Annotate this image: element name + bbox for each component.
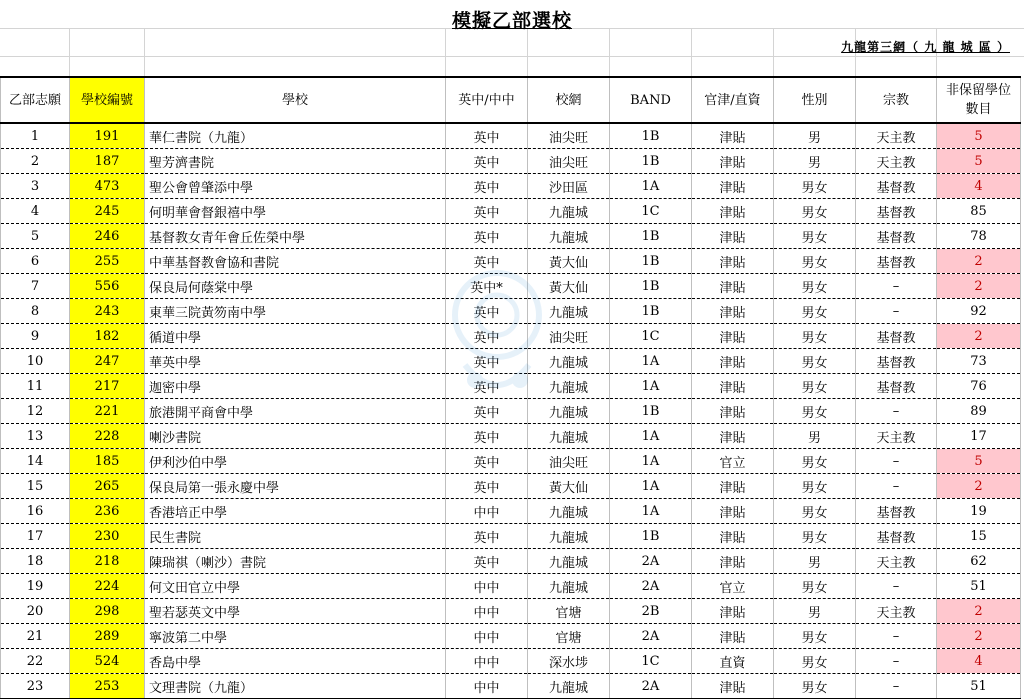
band-cell: 1B — [610, 249, 692, 274]
school-name-cell: 喇沙書院 — [145, 424, 446, 449]
rank-cell: 23 — [1, 674, 70, 699]
table-row — [1, 599, 1021, 624]
code-cell: 245 — [70, 199, 145, 224]
table-row — [1, 424, 1021, 449]
header-rank: 乙部志願 — [1, 77, 70, 123]
band-cell: 1B — [610, 123, 692, 149]
medium-cell: 中中 — [446, 599, 528, 624]
places-cell: 17 — [937, 424, 1021, 449]
table-row — [1, 149, 1021, 174]
net-cell: 深水埗 — [528, 649, 610, 674]
rank-cell: 8 — [1, 299, 70, 324]
table-row — [1, 649, 1021, 674]
medium-cell: 英中 — [446, 424, 528, 449]
code-cell: 289 — [70, 624, 145, 649]
code-cell: 191 — [70, 123, 145, 149]
code-cell: 185 — [70, 449, 145, 474]
gender-cell: 男 — [774, 424, 856, 449]
school-name-cell: 華仁書院（九龍） — [145, 123, 446, 149]
gender-cell: 男女 — [774, 449, 856, 474]
code-cell: 524 — [70, 649, 145, 674]
header-religion: 宗教 — [856, 77, 937, 123]
religion-cell: 天主教 — [856, 549, 937, 574]
table-row — [1, 449, 1021, 474]
net-cell: 油尖旺 — [528, 449, 610, 474]
places-cell: 2 — [937, 249, 1021, 274]
gender-cell: 男女 — [774, 224, 856, 249]
net-cell: 九龍城 — [528, 374, 610, 399]
code-cell: 556 — [70, 274, 145, 299]
rank-cell: 22 — [1, 649, 70, 674]
rank-cell: 2 — [1, 149, 70, 174]
gender-cell: 男女 — [774, 624, 856, 649]
type-cell: 津貼 — [692, 199, 774, 224]
header-code: 學校編號 — [70, 77, 145, 123]
table-row — [1, 574, 1021, 599]
table-row — [1, 123, 1021, 149]
table-row — [1, 174, 1021, 199]
places-cell: 51 — [937, 674, 1021, 699]
religion-cell: 基督教 — [856, 324, 937, 349]
net-cell: 九龍城 — [528, 524, 610, 549]
type-cell: 津貼 — [692, 123, 774, 149]
medium-cell: 英中* — [446, 274, 528, 299]
medium-cell: 英中 — [446, 474, 528, 499]
rank-cell: 4 — [1, 199, 70, 224]
header-school: 學校 — [145, 77, 446, 123]
gender-cell: 男女 — [774, 499, 856, 524]
gender-cell: 男女 — [774, 324, 856, 349]
net-cell: 黃大仙 — [528, 274, 610, 299]
gender-cell: 男女 — [774, 399, 856, 424]
band-cell: 1C — [610, 324, 692, 349]
gender-cell: 男 — [774, 123, 856, 149]
places-cell: 2 — [937, 324, 1021, 349]
type-cell: 津貼 — [692, 174, 774, 199]
medium-cell: 中中 — [446, 574, 528, 599]
gender-cell: 男女 — [774, 674, 856, 699]
net-cell: 黃大仙 — [528, 249, 610, 274]
code-cell: 298 — [70, 599, 145, 624]
school-name-cell: 民生書院 — [145, 524, 446, 549]
religion-cell: 天主教 — [856, 149, 937, 174]
places-cell: 78 — [937, 224, 1021, 249]
band-cell: 1B — [610, 399, 692, 424]
medium-cell: 英中 — [446, 224, 528, 249]
band-cell: 2A — [610, 549, 692, 574]
school-name-cell: 香港培正中學 — [145, 499, 446, 524]
religion-cell: 天主教 — [856, 599, 937, 624]
table-row — [1, 324, 1021, 349]
type-cell: 津貼 — [692, 624, 774, 649]
band-cell: 1A — [610, 349, 692, 374]
medium-cell: 英中 — [446, 299, 528, 324]
gender-cell: 男 — [774, 549, 856, 574]
places-cell: 15 — [937, 524, 1021, 549]
gender-cell: 男女 — [774, 474, 856, 499]
school-name-cell: 聖若瑟英文中學 — [145, 599, 446, 624]
type-cell: 官立 — [692, 449, 774, 474]
places-cell: 2 — [937, 274, 1021, 299]
places-cell: 73 — [937, 349, 1021, 374]
places-cell: 4 — [937, 649, 1021, 674]
places-cell: 19 — [937, 499, 1021, 524]
net-cell: 沙田區 — [528, 174, 610, 199]
net-cell: 九龍城 — [528, 499, 610, 524]
religion-cell: 天主教 — [856, 424, 937, 449]
places-cell: 76 — [937, 374, 1021, 399]
code-cell: 224 — [70, 574, 145, 599]
type-cell: 官立 — [692, 574, 774, 599]
places-cell: 2 — [937, 474, 1021, 499]
religion-cell: 基督教 — [856, 349, 937, 374]
places-cell: 92 — [937, 299, 1021, 324]
school-name-cell: 伊利沙伯中學 — [145, 449, 446, 474]
medium-cell: 英中 — [446, 249, 528, 274]
rank-cell: 5 — [1, 224, 70, 249]
net-cell: 九龍城 — [528, 424, 610, 449]
type-cell: 津貼 — [692, 399, 774, 424]
band-cell: 1B — [610, 224, 692, 249]
religion-cell: – — [856, 574, 937, 599]
religion-cell: 基督教 — [856, 224, 937, 249]
band-cell: 1B — [610, 299, 692, 324]
code-cell: 255 — [70, 249, 145, 274]
religion-cell: – — [856, 474, 937, 499]
type-cell: 津貼 — [692, 524, 774, 549]
rank-cell: 17 — [1, 524, 70, 549]
header-gender: 性別 — [774, 77, 856, 123]
table-row — [1, 224, 1021, 249]
table-row — [1, 624, 1021, 649]
type-cell: 津貼 — [692, 424, 774, 449]
type-cell: 津貼 — [692, 299, 774, 324]
header-type: 官津/直資 — [692, 77, 774, 123]
school-name-cell: 迦密中學 — [145, 374, 446, 399]
type-cell: 津貼 — [692, 324, 774, 349]
type-cell: 津貼 — [692, 474, 774, 499]
gender-cell: 男女 — [774, 524, 856, 549]
medium-cell: 中中 — [446, 624, 528, 649]
code-cell: 221 — [70, 399, 145, 424]
net-cell: 九龍城 — [528, 399, 610, 424]
medium-cell: 英中 — [446, 149, 528, 174]
band-cell: 2A — [610, 574, 692, 599]
net-cell: 黃大仙 — [528, 474, 610, 499]
table-row — [1, 249, 1021, 274]
band-cell: 1C — [610, 199, 692, 224]
medium-cell: 英中 — [446, 123, 528, 149]
net-cell: 九龍城 — [528, 549, 610, 574]
medium-cell: 中中 — [446, 649, 528, 674]
religion-cell: – — [856, 649, 937, 674]
type-cell: 津貼 — [692, 374, 774, 399]
table-row — [1, 274, 1021, 299]
medium-cell: 英中 — [446, 524, 528, 549]
code-cell: 265 — [70, 474, 145, 499]
places-cell: 5 — [937, 149, 1021, 174]
net-cell: 九龍城 — [528, 224, 610, 249]
places-cell: 89 — [937, 399, 1021, 424]
gender-cell: 男女 — [774, 249, 856, 274]
rank-cell: 9 — [1, 324, 70, 349]
header-band: BAND — [610, 77, 692, 123]
school-name-cell: 聖公會曾肇添中學 — [145, 174, 446, 199]
code-cell: 217 — [70, 374, 145, 399]
religion-cell: – — [856, 399, 937, 424]
header-net: 校網 — [528, 77, 610, 123]
school-name-cell: 陳瑞祺（喇沙）書院 — [145, 549, 446, 574]
medium-cell: 中中 — [446, 499, 528, 524]
school-name-cell: 東華三院黃笏南中學 — [145, 299, 446, 324]
net-cell: 油尖旺 — [528, 123, 610, 149]
places-cell: 2 — [937, 599, 1021, 624]
code-cell: 230 — [70, 524, 145, 549]
gender-cell: 男女 — [774, 574, 856, 599]
places-cell: 5 — [937, 449, 1021, 474]
medium-cell: 英中 — [446, 174, 528, 199]
table-row — [1, 549, 1021, 574]
school-name-cell: 保良局何蔭棠中學 — [145, 274, 446, 299]
gender-cell: 男女 — [774, 299, 856, 324]
type-cell: 津貼 — [692, 599, 774, 624]
gender-cell: 男 — [774, 599, 856, 624]
band-cell: 1B — [610, 274, 692, 299]
gender-cell: 男女 — [774, 199, 856, 224]
places-cell: 51 — [937, 574, 1021, 599]
rank-cell: 14 — [1, 449, 70, 474]
school-table — [0, 76, 1021, 699]
type-cell: 津貼 — [692, 349, 774, 374]
rank-cell: 20 — [1, 599, 70, 624]
school-name-cell: 何文田官立中學 — [145, 574, 446, 599]
band-cell: 2B — [610, 599, 692, 624]
religion-cell: 基督教 — [856, 524, 937, 549]
medium-cell: 英中 — [446, 449, 528, 474]
rank-cell: 16 — [1, 499, 70, 524]
religion-cell: 基督教 — [856, 499, 937, 524]
page-title: 模擬乙部選校 — [451, 10, 572, 32]
places-cell: 4 — [937, 174, 1021, 199]
school-name-cell: 循道中學 — [145, 324, 446, 349]
religion-cell: – — [856, 449, 937, 474]
rank-cell: 10 — [1, 349, 70, 374]
school-name-cell: 文理書院（九龍） — [145, 674, 446, 699]
places-cell: 62 — [937, 549, 1021, 574]
code-cell: 228 — [70, 424, 145, 449]
type-cell: 直資 — [692, 649, 774, 674]
school-name-cell: 保良局第一張永慶中學 — [145, 474, 446, 499]
code-cell: 253 — [70, 674, 145, 699]
places-cell: 5 — [937, 123, 1021, 149]
table-row — [1, 374, 1021, 399]
religion-cell: 基督教 — [856, 199, 937, 224]
religion-cell: – — [856, 299, 937, 324]
code-cell: 218 — [70, 549, 145, 574]
table-row — [1, 499, 1021, 524]
type-cell: 津貼 — [692, 224, 774, 249]
school-name-cell: 聖芳濟書院 — [145, 149, 446, 174]
school-name-cell: 寧波第二中學 — [145, 624, 446, 649]
medium-cell: 英中 — [446, 199, 528, 224]
medium-cell: 英中 — [446, 349, 528, 374]
net-cell: 九龍城 — [528, 349, 610, 374]
table-row — [1, 299, 1021, 324]
code-cell: 246 — [70, 224, 145, 249]
net-cell: 油尖旺 — [528, 324, 610, 349]
net-cell: 官塘 — [528, 599, 610, 624]
gender-cell: 男女 — [774, 349, 856, 374]
type-cell: 津貼 — [692, 499, 774, 524]
type-cell: 津貼 — [692, 149, 774, 174]
band-cell: 1A — [610, 474, 692, 499]
table-row — [1, 674, 1021, 699]
net-cell: 油尖旺 — [528, 149, 610, 174]
band-cell: 1B — [610, 149, 692, 174]
religion-cell: 基督教 — [856, 174, 937, 199]
religion-cell: 基督教 — [856, 249, 937, 274]
rank-cell: 15 — [1, 474, 70, 499]
rank-cell: 21 — [1, 624, 70, 649]
table-row — [1, 349, 1021, 374]
net-cell: 九龍城 — [528, 299, 610, 324]
school-name-cell: 何明華會督銀禧中學 — [145, 199, 446, 224]
band-cell: 2A — [610, 674, 692, 699]
code-cell: 182 — [70, 324, 145, 349]
table-row — [1, 474, 1021, 499]
band-cell: 1A — [610, 424, 692, 449]
gender-cell: 男 — [774, 149, 856, 174]
net-cell: 九龍城 — [528, 574, 610, 599]
school-name-cell: 華英中學 — [145, 349, 446, 374]
rank-cell: 7 — [1, 274, 70, 299]
gender-cell: 男女 — [774, 649, 856, 674]
rank-cell: 6 — [1, 249, 70, 274]
table-row — [1, 199, 1021, 224]
rank-cell: 18 — [1, 549, 70, 574]
net-cell: 九龍城 — [528, 674, 610, 699]
religion-cell: 天主教 — [856, 123, 937, 149]
code-cell: 473 — [70, 174, 145, 199]
religion-cell: – — [856, 274, 937, 299]
band-cell: 1B — [610, 524, 692, 549]
school-name-cell: 中華基督教會協和書院 — [145, 249, 446, 274]
type-cell: 津貼 — [692, 674, 774, 699]
gender-cell: 男女 — [774, 374, 856, 399]
band-cell: 2A — [610, 624, 692, 649]
gender-cell: 男女 — [774, 274, 856, 299]
header-places: 非保留學位數目 — [937, 77, 1021, 123]
rank-cell: 13 — [1, 424, 70, 449]
medium-cell: 中中 — [446, 674, 528, 699]
net-cell: 九龍城 — [528, 199, 610, 224]
table-row — [1, 524, 1021, 549]
header-row — [1, 77, 1021, 123]
places-cell: 85 — [937, 199, 1021, 224]
region-label: 九龍第三網（ 九 龍 城 區 ） — [841, 40, 1010, 54]
medium-cell: 英中 — [446, 324, 528, 349]
school-name-cell: 基督教女青年會丘佐榮中學 — [145, 224, 446, 249]
rank-cell: 1 — [1, 123, 70, 149]
rank-cell: 11 — [1, 374, 70, 399]
type-cell: 津貼 — [692, 274, 774, 299]
band-cell: 1A — [610, 174, 692, 199]
medium-cell: 英中 — [446, 399, 528, 424]
medium-cell: 英中 — [446, 374, 528, 399]
type-cell: 津貼 — [692, 249, 774, 274]
code-cell: 187 — [70, 149, 145, 174]
band-cell: 1A — [610, 374, 692, 399]
rank-cell: 12 — [1, 399, 70, 424]
type-cell: 津貼 — [692, 549, 774, 574]
code-cell: 247 — [70, 349, 145, 374]
religion-cell: 基督教 — [856, 374, 937, 399]
net-cell: 官塘 — [528, 624, 610, 649]
school-name-cell: 旅港開平商會中學 — [145, 399, 446, 424]
rank-cell: 19 — [1, 574, 70, 599]
places-cell: 2 — [937, 624, 1021, 649]
band-cell: 1C — [610, 649, 692, 674]
rank-cell: 3 — [1, 174, 70, 199]
gender-cell: 男女 — [774, 174, 856, 199]
table-row — [1, 399, 1021, 424]
religion-cell: – — [856, 624, 937, 649]
school-name-cell: 香島中學 — [145, 649, 446, 674]
band-cell: 1A — [610, 449, 692, 474]
medium-cell: 英中 — [446, 549, 528, 574]
code-cell: 236 — [70, 499, 145, 524]
code-cell: 243 — [70, 299, 145, 324]
header-medium: 英中/中中 — [446, 77, 528, 123]
religion-cell: – — [856, 674, 937, 699]
band-cell: 1A — [610, 499, 692, 524]
